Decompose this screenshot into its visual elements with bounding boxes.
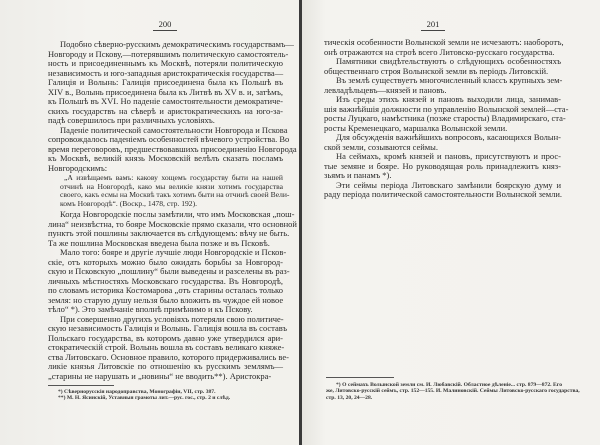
text-line: сопровождалось паденiемъ особенностей вѣчевого устройства. Во xyxy=(48,134,290,144)
paragraph xyxy=(48,395,283,401)
text-line: росты Луцкаго, намѣстника (позже старосты) Владимирскаго, ста- xyxy=(324,113,566,123)
text-line: ность и присоединеннымъ къ Москвѣ, потеряли политическую xyxy=(48,58,283,68)
text-line: Новгороду и Пскову,—потерявшимъ политическую самостоятель- xyxy=(48,48,289,59)
text-line: Та же пошлина Московская введена была позже и въ Псковѣ. xyxy=(48,237,270,248)
footnote-divider xyxy=(48,385,114,386)
paragraph xyxy=(48,39,294,126)
text-line: зьямъ и панамъ *). xyxy=(324,170,392,180)
paragraph xyxy=(324,76,561,95)
text-line: При совершенно другихъ условiяхъ потеряли свою политиче- xyxy=(60,313,284,324)
paragraph xyxy=(324,94,569,133)
paragraph xyxy=(324,57,561,76)
text-line: стократическiй строй. Волынь вошла въ составъ великаго княже- xyxy=(48,342,285,353)
text-line: ской земли, созываются сеймы. xyxy=(324,141,438,152)
text-line: личныхъ мѣстностяхъ Московскаго государства. Въ Новгородѣ, xyxy=(48,275,283,286)
text-line: Памятники свидѣтельствуютъ о слѣдующихъ особенностяхъ xyxy=(336,56,561,66)
block-quote xyxy=(60,173,290,208)
text-line: своего, какъ есмы на Москвѣ такъ хотимъ быти на отчинѣ своей Вели- xyxy=(60,190,290,200)
text-line: пунктъ этой пошлины заключается въ слѣдующемъ: вѣчу не быть. xyxy=(48,228,290,239)
left-page xyxy=(0,0,299,445)
text-line: „А извѣщаемъ вамъ: какову хощемъ государству быти на нашей xyxy=(64,173,283,182)
text-line: ства Литовскаго. Основное правило, которого придерживались ве- xyxy=(48,351,289,362)
paragraph xyxy=(48,313,289,382)
text-line: скую и Псковскую „пошлину“ были выведены и разселены въ раз- xyxy=(48,266,290,277)
text-line: по словамъ историка Костомарова „отъ старины осталась только xyxy=(48,285,283,296)
right-page xyxy=(302,0,600,445)
text-line: скiе, отъ которыхъ можно было ожидать борьбы за Новгород- xyxy=(48,256,283,267)
page-number-rule xyxy=(153,30,177,31)
text-line: къ Москвѣ, великiй князь Московскiй велѣлъ сказать посламъ xyxy=(48,153,283,163)
paragraph xyxy=(324,181,561,200)
text-line: Изъ среды этихъ князей и пановъ выходили лица, занимав- xyxy=(336,94,561,104)
footnote: *) Сѣвернорусскiя народоправства, Монографiи, VII, стр. 387. xyxy=(58,389,216,395)
text-line: независимость и юго-западныя аристократическiя государства— xyxy=(48,67,284,78)
paragraph xyxy=(48,124,297,174)
text-line: „старины не нарушать и „новины“ не вводить**). Аристокра- xyxy=(48,370,272,381)
text-line: стр. 13, 20, 24—28. xyxy=(326,394,373,401)
text-line: тѣло“ *). Это замѣчанiе вполнѣ примѣнимо и къ Пскову. xyxy=(48,304,253,315)
text-line: *) О сеймахъ Волынской земли см. И. Любавскiй. Областное дѣленiе... стр. 879—872. Его xyxy=(336,382,562,388)
text-line: На сеймахъ, кромѣ князей и пановъ, присутствуютъ и прос- xyxy=(336,151,561,161)
text-line: тые земяне и бояре. Но руководящая роль принадлежитъ княз- xyxy=(324,160,561,171)
text-line: левладѣльцевъ—князей и пановъ. xyxy=(324,84,447,95)
text-line: же, Литовско-русскiй сеймъ, стр. 152—155. И. Малиновскiй. Сеймы Литовско-русскаго государства, xyxy=(326,388,580,395)
footnote-divider xyxy=(326,377,394,378)
paragraph xyxy=(324,133,561,152)
text-line: тическiя особенности Волынской земли не исчезаютъ: наоборотъ, xyxy=(324,37,564,47)
page-number: 201 xyxy=(426,19,440,29)
page-number: 200 xyxy=(158,19,172,29)
right-body-text xyxy=(324,37,569,200)
text-line: лина“ неизвѣстна, то бояре Московскiе прямо сказали, что основной xyxy=(48,218,297,229)
text-line: Польскаго государства, въ которомъ давно уже утвердился ари- xyxy=(48,332,283,343)
text-line: раду перiода политической самостоятельности Волынской земли. xyxy=(324,189,563,199)
text-line: XIV в., Волынь присоединена была къ Литвѣ въ XV в. и, затѣмъ, xyxy=(48,86,283,97)
text-line: Для обсужденiя важнѣйшихъ вопросовъ, касающихся Волын- xyxy=(336,132,561,142)
text-line: скихъ государствъ на сѣверѣ и аристократическихъ на юго-за- xyxy=(48,105,283,116)
text-line: Когда Новгородскiе послы замѣтили, что имъ Московская „пош- xyxy=(60,209,295,220)
left-footnotes xyxy=(48,389,283,402)
paragraph xyxy=(48,209,297,248)
text-line: Новгородскимъ: xyxy=(48,162,108,173)
text-line: Въ землѣ существуетъ многочисленный классъ крупныхъ зем- xyxy=(336,75,563,85)
text-line: ликiе князья Литовскiе по отношенiю къ русскимъ землямъ— xyxy=(48,361,283,372)
footnote: **) М. Н. Ясинскiй, Уставныя грамоты лит.—рус. гос., стр. 2 и слѣд. xyxy=(58,395,231,402)
text-line: Мало того: бояре и другiе лучшiе люди Новгородскiе и Псков- xyxy=(60,247,287,258)
text-line: Паденiе политической самостоятельности Новгорода и Пскова xyxy=(60,124,288,135)
text-line: росты Кременецкаго, маршалка Волынской земли. xyxy=(324,122,508,133)
text-line: шiя важнѣйшiя должности по управленiю Волынской землей—ста- xyxy=(324,103,569,114)
text-line: время переговоровъ, предшествовавшихъ присоединенiю Новгорода xyxy=(48,143,297,154)
text-line: Эти сеймы перiода Литовскаго замѣнили боярскую думу и xyxy=(336,179,561,190)
text-line: къ Польшѣ въ XVI. Но паденiе самостоятельности демократиче- xyxy=(48,96,283,106)
text-line: отчинѣ на Новгородѣ, како мы великiе князи хотимъ государства xyxy=(60,181,283,191)
paragraph xyxy=(324,152,561,181)
paragraph xyxy=(324,37,564,57)
text-line: онѣ отражаются на строѣ всего Литовско-русскаго государства. xyxy=(324,46,555,57)
text-line: падѣ совершилось при различныхъ условiяхъ. xyxy=(48,115,215,125)
text-line: Подобно сѣверно-русскимъ демократическимъ государствамъ— xyxy=(60,39,294,49)
text-line: Галицiя и Волынь: Галицiя присоединена была къ Польшѣ въ xyxy=(48,77,283,87)
left-body-text xyxy=(48,39,297,381)
paragraph xyxy=(48,247,290,315)
text-line: земля: но старую душу нельзя было вложить въ чуждое ей новое xyxy=(48,294,284,305)
text-line: скую независимость Галицiя и Волынь. Галицiя вошла въ составъ xyxy=(48,323,287,334)
right-footnotes xyxy=(326,382,580,401)
text-line: общественнаго строя Волынской земли въ перiодъ Литовскiй. xyxy=(324,65,549,76)
page-number-rule xyxy=(421,30,445,31)
footnote xyxy=(326,382,580,401)
text-line: комъ Новгородѣ“. (Воскр., 1478, стр. 192). xyxy=(60,198,198,208)
